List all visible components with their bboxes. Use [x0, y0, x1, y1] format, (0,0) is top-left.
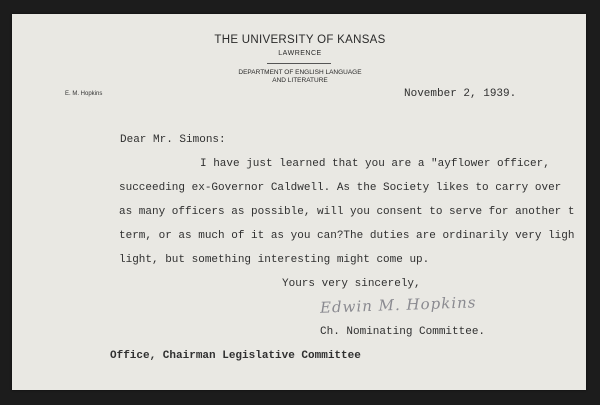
body-line-3: as many officers as possible, will you consent to serve for another t	[119, 206, 575, 218]
body-line-5: light, but something interesting might come up.	[119, 254, 430, 266]
letterhead-city: LAWRENCE	[278, 50, 322, 57]
footer-note: Office, Chairman Legislative Committee	[110, 350, 361, 362]
signer-title: Ch. Nominating Committee.	[320, 326, 486, 338]
letterhead-divider	[267, 63, 331, 64]
letterhead-university: THE UNIVERSITY OF KANSAS	[214, 34, 386, 46]
department-line-2: AND LITERATURE	[272, 77, 328, 84]
body-line-4: term, or as much of it as you can?The duties are ordinarily very ligh	[119, 230, 575, 242]
body-line-2: succeeding ex-Governor Caldwell. As the Society likes to carry over	[119, 182, 562, 194]
letterhead-department	[212, 69, 388, 85]
salutation: Dear Mr. Simons:	[120, 134, 226, 146]
closing: Yours very sincerely,	[282, 278, 421, 290]
department-line-1: DEPARTMENT OF ENGLISH LANGUAGE	[238, 69, 362, 76]
handwritten-signature: Edwin M. Hopkins	[319, 293, 477, 317]
letter-page	[12, 14, 586, 390]
body-line-1: I have just learned that you are a "ayflower officer,	[200, 158, 550, 170]
letter-date: November 2, 1939.	[404, 88, 517, 100]
sender-name: E. M. Hopkins	[65, 91, 103, 97]
